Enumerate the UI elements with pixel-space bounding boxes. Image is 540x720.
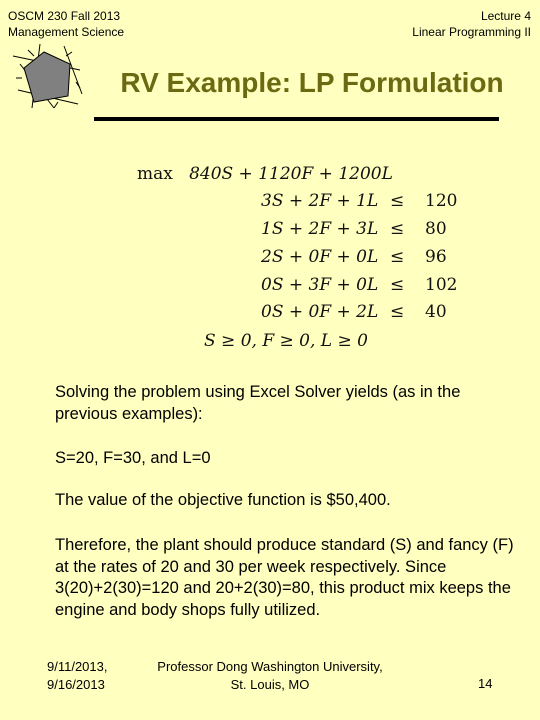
constraint-expression: 2S + 0F + 0L	[261, 247, 379, 267]
constraint-expression: 0S + 3F + 0L	[261, 275, 379, 295]
course-code: OSCM 230 Fall 2013	[8, 9, 121, 23]
footer-professor-line2: St. Louis, MO	[230, 677, 310, 692]
objective-value-paragraph: The value of the objective function is $50,400.	[55, 491, 391, 509]
footer-date-1: 9/11/2013,	[47, 659, 108, 674]
constraint-expression: 1S + 2F + 3L	[261, 219, 379, 239]
nonnegativity-constraints	[204, 331, 368, 351]
footer-professor	[140, 658, 400, 694]
course-name: Management Science	[8, 25, 125, 39]
constraint-rhs: 80	[425, 219, 447, 239]
header-left	[8, 8, 124, 40]
footer-date-2: 9/16/2013	[47, 677, 105, 692]
constraint-rhs: 40	[425, 302, 447, 322]
lecture-topic: Linear Programming II	[412, 25, 531, 39]
constraint-expression: 0S + 0F + 2L	[261, 302, 379, 322]
title-underline	[94, 117, 499, 121]
header-right	[412, 8, 531, 40]
nonnegativity-text: S ≥ 0, F ≥ 0, L ≥ 0	[204, 331, 368, 351]
feasible-region-polygon-icon	[10, 42, 84, 112]
lecture-number: Lecture 4	[480, 9, 531, 23]
footer-dates	[47, 658, 107, 694]
objective-function	[137, 164, 393, 184]
objective-expression: 840S + 1120F + 1200L	[189, 164, 393, 184]
constraint-rhs: 96	[425, 247, 447, 267]
conclusion-paragraph: Therefore, the plant should produce standard (S) and fancy (F) at the rates of 20 and 30 per week respectively. Since 3(20)+2(30)=120 and 20+2(30)=80, this product mix keeps the engine and body shops fully utilized.	[55, 536, 514, 619]
slide-title: RV Example: LP Formulation	[120, 67, 504, 98]
constraint-relation: ≤	[390, 247, 405, 267]
objective-keyword: max	[137, 164, 173, 184]
page-number: 14	[478, 676, 493, 691]
constraint-relation: ≤	[390, 302, 405, 322]
solver-intro-paragraph: Solving the problem using Excel Solver yields (as in the previous examples):	[55, 383, 461, 423]
constraint-relation: ≤	[390, 275, 405, 295]
constraint-rhs: 120	[425, 191, 458, 211]
constraint-relation: ≤	[390, 191, 405, 211]
constraint-rhs: 102	[425, 275, 458, 295]
solution-values: S=20, F=30, and L=0	[55, 449, 211, 467]
constraint-expression: 3S + 2F + 1L	[261, 191, 379, 211]
constraint-relation: ≤	[390, 219, 405, 239]
footer-professor-line1: Professor Dong Washington University,	[157, 659, 383, 674]
